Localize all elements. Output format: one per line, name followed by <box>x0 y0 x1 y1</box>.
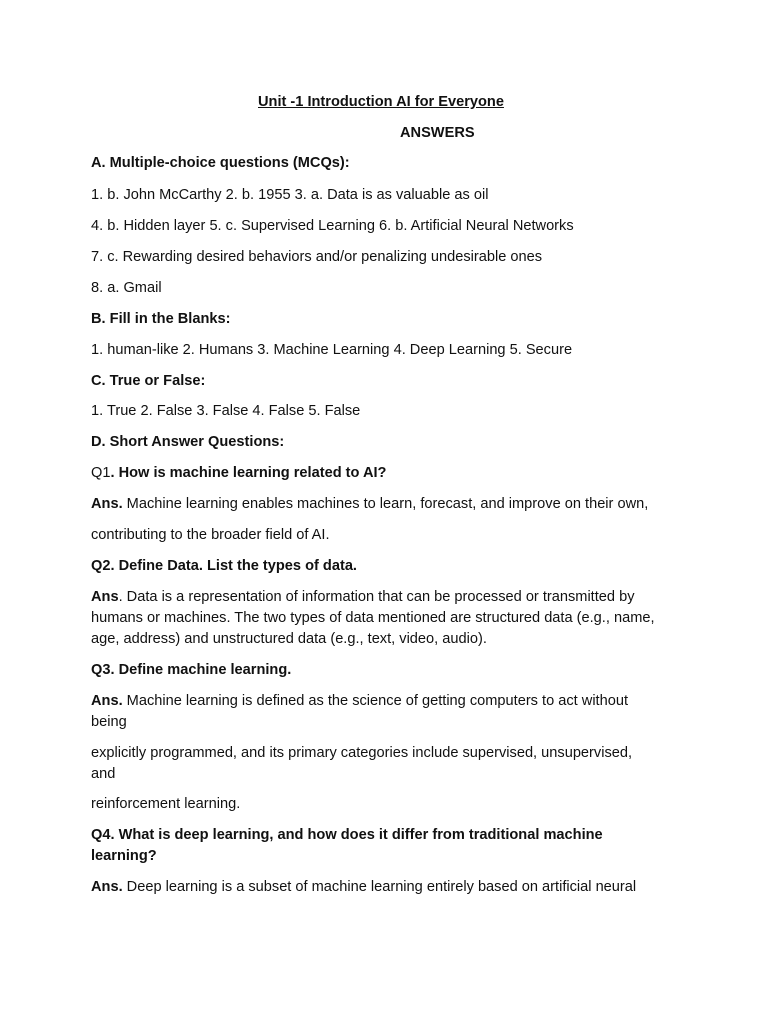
answer-1-label: Ans. <box>91 496 123 512</box>
answer-3-label: Ans. <box>91 693 123 709</box>
mcq-answer-line-4: 8. a. Gmail <box>91 280 162 296</box>
question-1-label: Q1 <box>91 465 111 481</box>
answer-1-line-1 <box>91 494 681 515</box>
answer-3-line-1 <box>91 691 681 712</box>
section-c-heading: C. True or False: <box>91 373 206 389</box>
answer-2-label: Ans <box>91 589 119 605</box>
section-d-heading: D. Short Answer Questions: <box>91 434 285 450</box>
answer-4-line-1 <box>91 877 681 898</box>
answer-3-text-1: Machine learning is defined as the science of getting computers to act without <box>122 693 629 709</box>
mcq-answer-line-3: 7. c. Rewarding desired behaviors and/or penalizing undesirable ones <box>91 249 543 265</box>
answer-4-text-1: Deep learning is a subset of machine learning entirely based on artificial neural <box>122 879 637 895</box>
question-2: Q2. Define Data. List the types of data. <box>91 558 357 574</box>
answer-3-line-1b: being <box>91 714 127 730</box>
answer-1-line-2: contributing to the broader field of AI. <box>91 527 330 543</box>
answer-2-text: . Data is a representation of information that can be processed or transmitted by humans or machines. The two types of data mentioned are structured data (e.g., name, age, address) and unstructured data (e.g., text, video, audio). <box>91 589 655 647</box>
answer-4-label: Ans. <box>91 879 123 895</box>
fill-blanks-answers: 1. human-like 2. Humans 3. Machine Learning 4. Deep Learning 5. Secure <box>91 342 573 358</box>
question-4: Q4. What is deep learning, and how does it differ from traditional machine learning? <box>91 827 603 864</box>
section-a-heading: A. Multiple-choice questions (MCQs): <box>91 155 350 171</box>
mcq-answer-line-1: 1. b. John McCarthy 2. b. 1955 3. a. Data is as valuable as oil <box>91 187 489 203</box>
answer-3-line-2b: and <box>91 766 116 782</box>
mcq-answer-line-2: 4. b. Hidden layer 5. c. Supervised Learning 6. b. Artificial Neural Networks <box>91 218 574 234</box>
question-1-text: . How is machine learning related to AI? <box>110 465 387 481</box>
answer-3-line-2: explicitly programmed, and its primary categories include supervised, unsupervised, <box>91 745 633 761</box>
question-1 <box>91 463 681 484</box>
answer-3-line-3: reinforcement learning. <box>91 796 241 812</box>
answer-1-text-1: Machine learning enables machines to learn, forecast, and improve on their own, <box>122 496 649 512</box>
question-3: Q3. Define machine learning. <box>91 662 292 678</box>
document-title: Unit -1 Introduction AI for Everyone <box>258 94 504 110</box>
true-false-answers: 1. True 2. False 3. False 4. False 5. False <box>91 403 361 419</box>
answer-2 <box>91 587 681 650</box>
section-b-heading: B. Fill in the Blanks: <box>91 311 231 327</box>
answers-heading: ANSWERS <box>400 125 475 141</box>
